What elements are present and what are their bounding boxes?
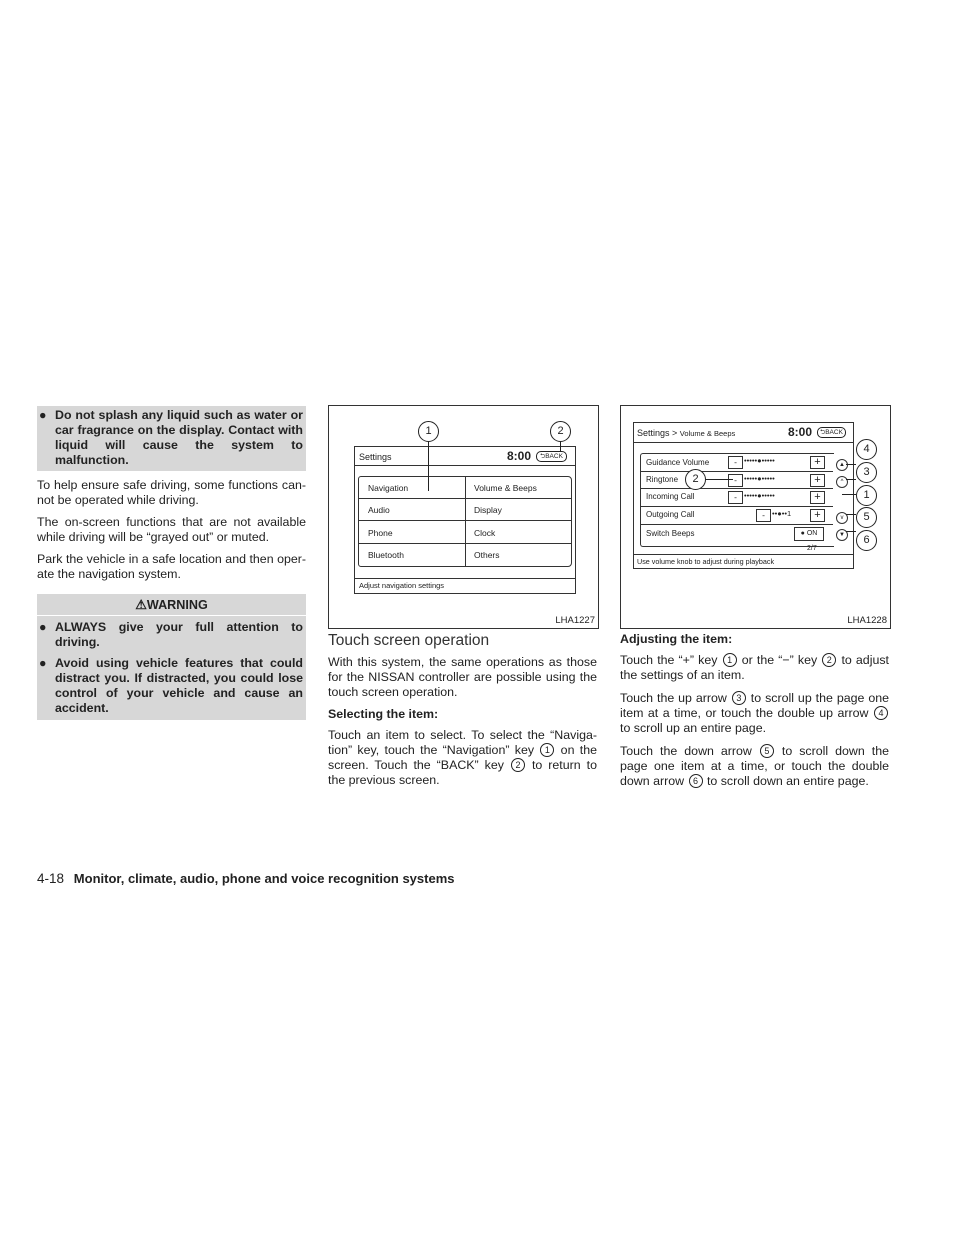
row-label: Switch Beeps <box>646 529 695 538</box>
volume-level: ••●••1 <box>772 509 792 518</box>
caution-box <box>37 406 306 471</box>
paragraph: To help ensure safe driving, some functions can-not be operated while driving. <box>37 478 306 507</box>
warning-bullet: ● Avoid using vehicle features that could distract you. If distracted, you could lose control of your vehicle and cause an accident. <box>39 656 303 715</box>
screen-time: 8:00 <box>788 425 813 439</box>
double-down-arrow-icon[interactable]: ▼ <box>836 529 848 541</box>
callout-6: 6 <box>856 530 877 551</box>
screen-time: 8:00 <box>507 449 532 463</box>
left-column <box>37 406 306 720</box>
warning-box <box>37 616 306 720</box>
volume-level: •••••●••••• <box>744 491 775 500</box>
figure-code: LHA1227 <box>555 615 595 626</box>
menu-item-phone[interactable]: Phone <box>368 528 393 538</box>
plus-button[interactable]: + <box>810 456 825 469</box>
paragraph: Touch the up arrow 3 to scroll up the page one item at a time, or touch the double up arrow 4 to scroll up an entire page. <box>620 691 889 735</box>
subheading: Selecting the item: <box>328 707 439 721</box>
warning-bullet: ● ALWAYS give your full attention to driving. <box>39 620 303 649</box>
screen-mockup <box>633 422 854 569</box>
caution-bullet: ● Do not splash any liquid such as water or car fragrance on the display. Contact with liquid will cause the system to malfunction. <box>39 408 303 467</box>
paragraph: Park the vehicle in a safe location and then oper-ate the navigation system. <box>37 552 306 581</box>
paragraph: Touch the “+” key 1 or the “−” key 2 to adjust the settings of an item. <box>620 653 889 682</box>
up-arrow-icon[interactable]: ^ <box>836 476 848 488</box>
right-column <box>620 632 889 789</box>
divider <box>355 578 575 579</box>
middle-column <box>328 632 597 788</box>
divider <box>634 554 853 555</box>
menu-item-navigation[interactable]: Navigation <box>368 483 409 493</box>
row-label: Guidance Volume <box>646 458 710 467</box>
page-footer <box>37 871 454 886</box>
screen-title: Settings > Volume & Beeps <box>637 428 736 438</box>
volume-level: •••••●••••• <box>744 456 775 465</box>
callout-1: 1 <box>856 485 877 506</box>
row-label: Incoming Call <box>646 492 695 501</box>
back-button: ⮌BACK <box>536 451 567 462</box>
chapter-title: Monitor, climate, audio, phone and voice recognition systems <box>73 871 455 886</box>
toggle-on[interactable]: ● ON <box>794 527 824 541</box>
figure-code: LHA1228 <box>847 615 887 626</box>
callout-1: 1 <box>418 421 439 442</box>
menu-item-clock[interactable]: Clock <box>474 528 496 538</box>
menu-right <box>465 476 571 566</box>
page-indicator: 2/7 <box>807 545 817 552</box>
minus-button[interactable]: - <box>728 474 743 487</box>
screen-mockup <box>354 446 576 594</box>
menu-item-volume-beeps[interactable]: Volume & Beeps <box>474 483 537 493</box>
menu-item-others[interactable]: Others <box>474 550 500 560</box>
warning-icon: ⚠ <box>135 597 147 612</box>
plus-button[interactable]: + <box>810 491 825 504</box>
minus-button[interactable]: - <box>728 456 743 469</box>
figure-settings-screen <box>328 405 599 629</box>
paragraph: Touch an item to select. To select the “Naviga-tion” key, touch the “Navigation” key 1 on the screen. Touch the “BACK” key 2 to return to the previous screen. <box>328 728 597 787</box>
minus-button[interactable]: - <box>728 491 743 504</box>
minus-button[interactable]: - <box>756 509 771 522</box>
status-text: Adjust navigation settings <box>359 581 445 590</box>
callout-3: 3 <box>856 462 877 483</box>
back-button: ⮌BACK <box>817 427 846 438</box>
figure-volume-screen <box>620 405 891 629</box>
volume-level: •••••●••••• <box>744 474 775 483</box>
warning-header: ⚠WARNING <box>37 594 306 615</box>
down-arrow-icon[interactable]: v <box>836 512 848 524</box>
menu-item-bluetooth[interactable]: Bluetooth <box>368 550 404 560</box>
section-heading: Touch screen operation <box>328 632 490 649</box>
callout-4: 4 <box>856 439 877 460</box>
page-number: 4-18 <box>37 871 65 886</box>
plus-button[interactable]: + <box>810 474 825 487</box>
paragraph: With this system, the same operations as those for the NISSAN controller are possible using the touch screen operation. <box>328 655 597 699</box>
callout-2: 2 <box>550 421 571 442</box>
callout-5: 5 <box>856 507 877 528</box>
callout-2: 2 <box>685 469 706 490</box>
plus-button[interactable]: + <box>810 509 825 522</box>
row-label: Ringtone <box>646 475 679 484</box>
subheading: Adjusting the item: <box>620 632 733 646</box>
status-text: Use volume knob to adjust during playback <box>637 557 775 566</box>
menu-item-audio[interactable]: Audio <box>368 505 390 515</box>
menu-left <box>358 476 465 566</box>
divider <box>634 442 853 443</box>
divider <box>355 465 575 466</box>
row-label: Outgoing Call <box>646 510 695 519</box>
paragraph: Touch the down arrow 5 to scroll down the page one item at a time, or touch the double down arrow 6 to scroll down an entire page. <box>620 744 889 788</box>
menu-item-display[interactable]: Display <box>474 505 502 515</box>
double-up-arrow-icon[interactable]: ▲ <box>836 459 848 471</box>
screen-title: Settings <box>359 452 392 462</box>
paragraph: The on-screen functions that are not available while driving will be “grayed out” or muted. <box>37 515 306 544</box>
